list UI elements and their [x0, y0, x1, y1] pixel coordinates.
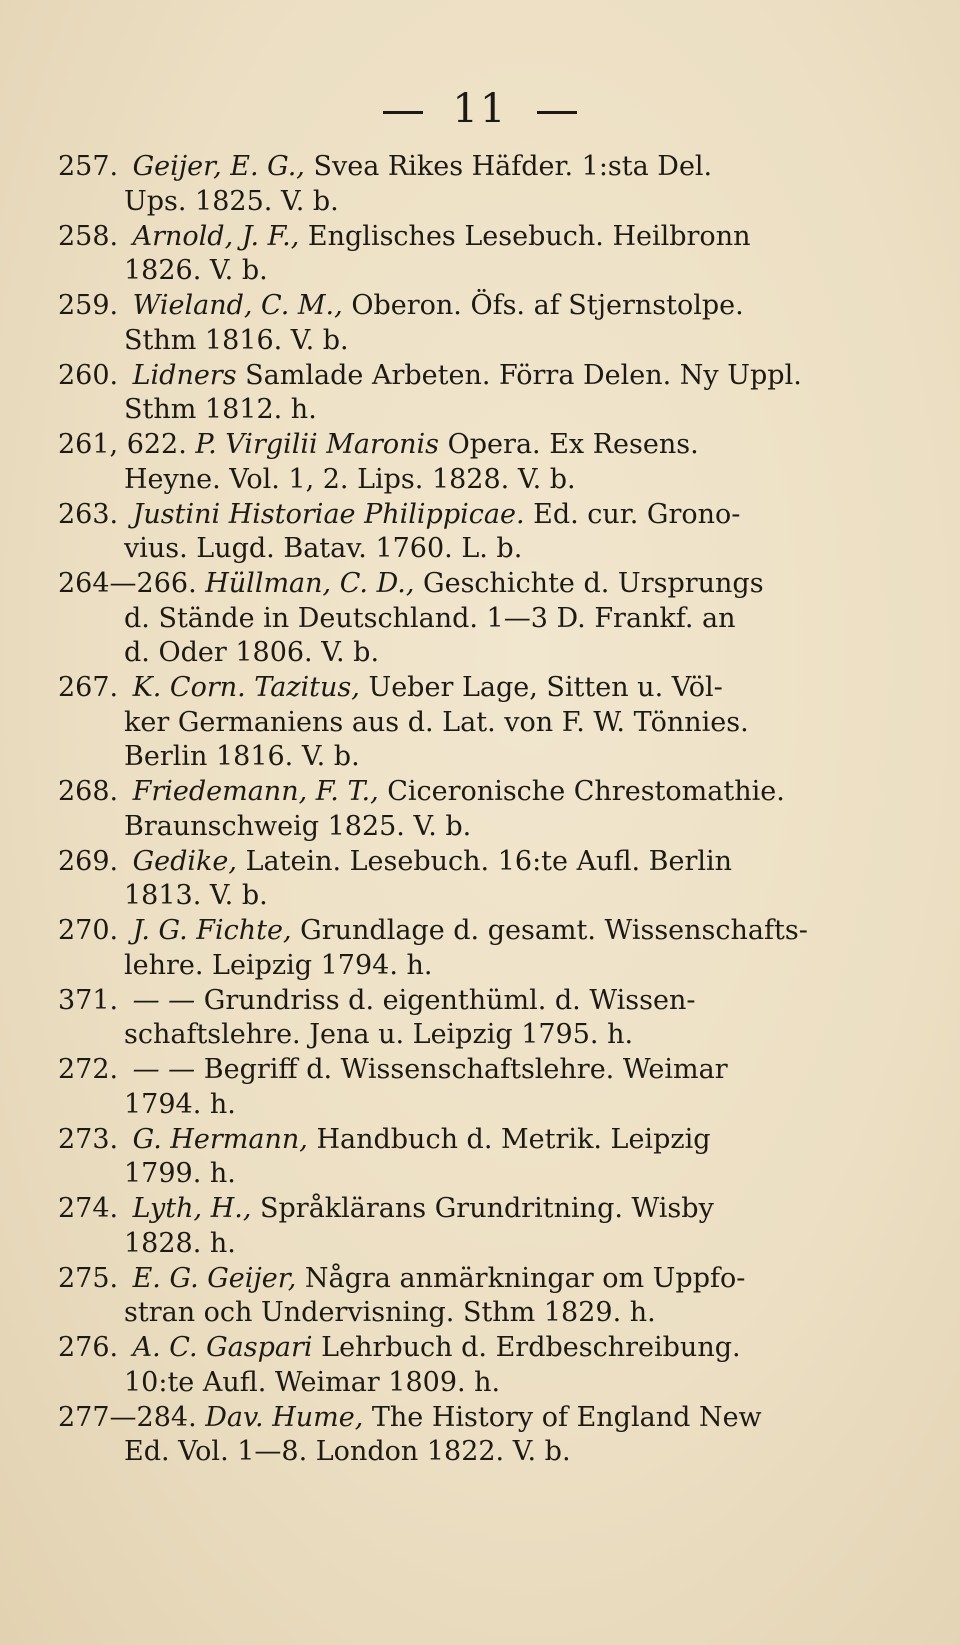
entry-title: The History of England New: [371, 1401, 762, 1433]
catalog-entry: [58, 498, 803, 567]
entry-author: Dav. Hume,: [205, 1401, 364, 1433]
entry-continuation-line: Ups. 1825. V. b.: [124, 185, 339, 217]
entry-first-line: [58, 1123, 803, 1158]
catalog-entry: [58, 671, 803, 775]
entry-first-line: [58, 428, 803, 463]
entry-author: A. C. Gaspari: [132, 1332, 313, 1363]
catalog-entries: [58, 150, 808, 1470]
catalog-entry: [58, 567, 803, 671]
entry-author: — —: [132, 1054, 196, 1085]
entry-first-line: [58, 914, 808, 949]
entry-number: 277—284.: [58, 1401, 197, 1433]
entry-author: K. Corn. Tazitus,: [132, 672, 360, 703]
entry-continuation-line: Sthm 1816. V. b.: [124, 324, 349, 356]
entry-title: Svea Rikes Häfder. 1:sta Del.: [313, 151, 713, 182]
entry-first-line: [58, 984, 803, 1019]
entry-first-line: [58, 150, 803, 185]
page-number: 11: [452, 86, 508, 132]
entry-continuation-line: Ed. Vol. 1—8. London 1822. V. b.: [124, 1436, 571, 1467]
entry-title: Begriff d. Wissenschaftslehre. Weimar: [203, 1054, 728, 1085]
entry-author: Justini Historiae Philippicae.: [132, 498, 525, 530]
entry-continuation-line: d. Oder 1806. V. b.: [124, 637, 380, 668]
entry-first-line: [58, 1262, 803, 1297]
entry-number: 267.: [58, 672, 119, 703]
entry-number: 371.: [58, 984, 119, 1016]
entry-title: Ed. cur. Grono-: [533, 498, 741, 530]
entry-first-line: [58, 567, 803, 602]
entry-author: Hüllman, C. D.,: [205, 568, 415, 599]
entry-title: Språklärans Grundritning. Wisby: [260, 1193, 714, 1224]
entry-number: 268.: [58, 776, 119, 807]
entry-author: — —: [132, 984, 196, 1016]
entry-title: Grundlage d. gesamt. Wissenschafts-: [300, 915, 808, 946]
entry-first-line: [58, 1192, 803, 1227]
entry-continuation-line: 1828. h.: [124, 1227, 236, 1259]
catalog-entry: [58, 428, 803, 497]
entry-title: Samlade Arbeten. Förra Delen. Ny Uppl.: [245, 359, 802, 391]
catalog-entry: [58, 1123, 803, 1192]
entry-title: Latein. Lesebuch. 16:te Aufl. Berlin: [245, 845, 733, 877]
entry-author: J. G. Fichte,: [132, 915, 292, 946]
entry-number: 261, 622.: [58, 429, 187, 460]
entry-first-line: [58, 289, 803, 324]
entry-continuation-line: Sthm 1812. h.: [124, 394, 317, 425]
entry-title: Handbuch d. Metrik. Leipzig: [316, 1123, 711, 1155]
entry-title: Englisches Lesebuch. Heilbronn: [307, 220, 751, 252]
entry-number: 264—266.: [58, 568, 197, 599]
catalog-entry: [58, 1053, 803, 1122]
entry-first-line: [58, 671, 803, 706]
catalog-entry: [58, 1262, 803, 1331]
entry-first-line: [58, 1331, 803, 1366]
entry-title: Grundriss d. eigenthüml. d. Wissen-: [203, 984, 696, 1016]
entry-continuation-line: Berlin 1816. V. b.: [124, 741, 360, 772]
entry-number: 259.: [58, 290, 119, 321]
entry-continuation-line: Braunschweig 1825. V. b.: [124, 810, 472, 842]
entry-number: 270.: [58, 915, 119, 946]
entry-continuation-line: 1826. V. b.: [124, 255, 268, 286]
entry-number: 263.: [58, 498, 119, 530]
catalog-entry: [58, 1331, 803, 1400]
entry-first-line: [58, 1401, 803, 1436]
entry-continuation-line: d. Stände in Deutschland. 1—3 D. Frankf. an: [124, 602, 736, 634]
entry-author: Arnold, J. F.,: [132, 220, 300, 252]
catalog-entry: [58, 984, 803, 1053]
entry-number: 258.: [58, 220, 119, 252]
entry-continuation-line: schaftslehre. Jena u. Leipzig 1795. h.: [124, 1019, 634, 1050]
entry-author: Wieland, C. M.,: [132, 290, 343, 321]
entry-number: 273.: [58, 1123, 119, 1155]
catalog-entry: [58, 359, 803, 428]
entry-author: Lidners: [132, 359, 237, 391]
entry-number: 260.: [58, 359, 119, 391]
header-dash-right: [537, 111, 577, 114]
entry-number: 269.: [58, 845, 119, 877]
entry-number: 275.: [58, 1262, 119, 1294]
entry-number: 276.: [58, 1332, 119, 1363]
entry-first-line: [58, 220, 803, 255]
catalog-entry: [58, 1401, 803, 1470]
entry-title: Några anmärkningar om Uppfo-: [304, 1262, 746, 1294]
entry-continuation-line: vius. Lugd. Batav. 1760. L. b.: [124, 533, 523, 564]
catalog-entry: [58, 150, 803, 219]
catalog-entry: [58, 289, 803, 358]
catalog-entry: [58, 775, 803, 844]
entry-first-line: [58, 1053, 803, 1088]
entry-first-line: [58, 359, 803, 394]
entry-continuation-line: lehre. Leipzig 1794. h.: [124, 949, 433, 981]
entry-title: Opera. Ex Resens.: [447, 429, 699, 460]
catalog-entry: [58, 1192, 803, 1261]
entry-continuation-line: 1813. V. b.: [124, 880, 268, 911]
header-dash-left: [383, 111, 423, 114]
entry-continuation-line: Heyne. Vol. 1, 2. Lips. 1828. V. b.: [124, 463, 576, 495]
entry-author: Friedemann, F. T.,: [132, 776, 379, 807]
entry-first-line: [58, 845, 803, 880]
entry-author: Gedike,: [132, 845, 237, 877]
entry-continuation-line: 10:te Aufl. Weimar 1809. h.: [124, 1366, 501, 1398]
catalog-entry: [58, 914, 808, 983]
entry-author: Geijer, E. G.,: [132, 151, 305, 182]
entry-title: Geschichte d. Ursprungs: [423, 568, 764, 599]
catalog-entry: [58, 845, 803, 914]
entry-author: G. Hermann,: [132, 1123, 308, 1155]
entry-title: Ciceronische Chrestomathie.: [387, 776, 785, 807]
entry-continuation-line: 1799. h.: [124, 1158, 236, 1189]
entry-number: 272.: [58, 1054, 119, 1085]
entry-title: Ueber Lage, Sitten u. Völ-: [368, 672, 723, 703]
entry-continuation-line: ker Germaniens aus d. Lat. von F. W. Tönnies.: [124, 706, 749, 738]
entry-author: E. G. Geijer,: [132, 1262, 297, 1294]
entry-number: 274.: [58, 1193, 119, 1224]
entry-title: Oberon. Öfs. af Stjernstolpe.: [351, 290, 744, 321]
page-header: [0, 86, 960, 132]
entry-first-line: [58, 775, 803, 810]
entry-number: 257.: [58, 151, 119, 182]
entry-continuation-line: stran och Undervisning. Sthm 1829. h.: [124, 1297, 656, 1328]
entry-continuation-line: 1794. h.: [124, 1088, 236, 1120]
catalog-entry: [58, 220, 803, 289]
entry-title: Lehrbuch d. Erdbeschreibung.: [321, 1332, 741, 1363]
entry-first-line: [58, 498, 803, 533]
entry-author: Lyth, H.,: [132, 1193, 252, 1224]
entry-author: P. Virgilii Maronis: [195, 429, 440, 460]
